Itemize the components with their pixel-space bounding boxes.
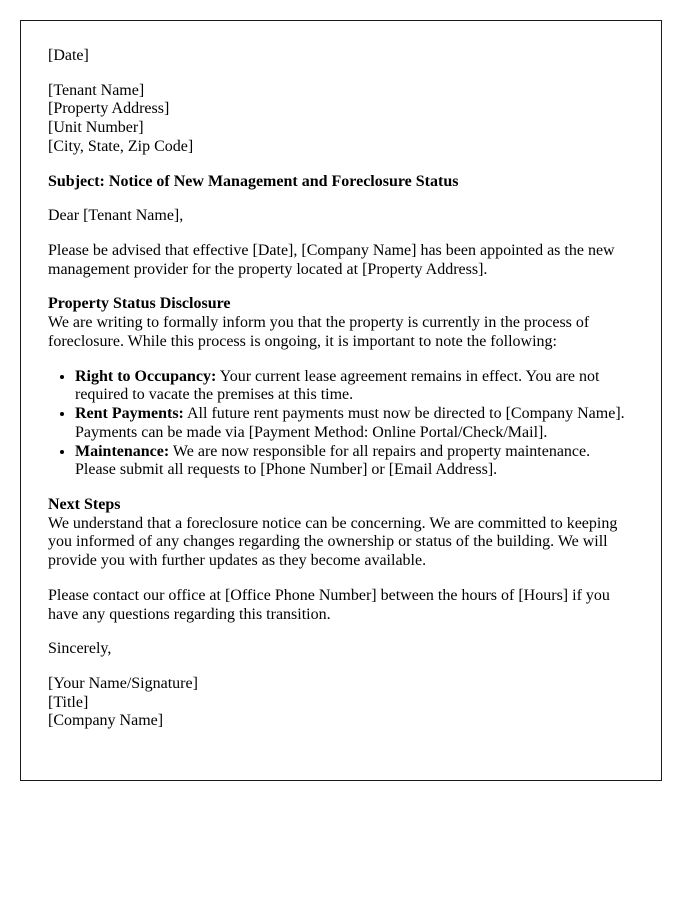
property-status-body: We are writing to formally inform you that the property is currently in the process of foreclosure. While this process is ongoing, it is important to note the following: bbox=[48, 314, 590, 350]
salutation: Dear [Tenant Name], bbox=[48, 207, 184, 225]
next-steps-body: We understand that a foreclosure notice can be concerning. We are committed to keeping you informed of any changes regarding the ownership or status of the building. We will provide you with further updates as they become available. bbox=[48, 514, 618, 570]
bullet-label: Maintenance: bbox=[75, 442, 170, 460]
list-item-rent-payments bbox=[75, 405, 633, 442]
list-item-right-to-occupancy bbox=[75, 368, 633, 405]
bullet-text: All future rent payments must now be directed to [Company Name]. Payments can be made via [Payment Method: Online Portal/Check/Mail]. bbox=[75, 405, 625, 441]
bullet-label: Right to Occupancy: bbox=[75, 367, 217, 385]
signature-line-title: [Title] bbox=[48, 693, 89, 711]
next-steps-section bbox=[48, 496, 633, 571]
contact-paragraph: Please contact our office at [Office Phone Number] between the hours of [Hours] if you have any questions regarding this transition. bbox=[48, 586, 610, 623]
disclosure-bullet-list bbox=[48, 368, 633, 480]
signature-line-name: [Your Name/Signature] bbox=[48, 674, 198, 692]
recipient-block bbox=[48, 82, 633, 157]
recipient-line-city-state-zip: [City, State, Zip Code] bbox=[48, 137, 194, 155]
recipient-line-property-address: [Property Address] bbox=[48, 100, 170, 118]
bullet-label: Rent Payments: bbox=[75, 405, 184, 423]
property-status-heading: Property Status Disclosure bbox=[48, 295, 231, 313]
date-line: [Date] bbox=[48, 47, 89, 64]
bullet-text: We are now responsible for all repairs and property maintenance. Please submit all requests to [Phone Number] or [Email Address]. bbox=[75, 442, 591, 479]
letter-document bbox=[20, 20, 662, 781]
signature-line-company: [Company Name] bbox=[48, 712, 164, 730]
closing-line: Sincerely, bbox=[48, 640, 112, 658]
bullet-text: Your current lease agreement remains in effect. You are not required to vacate the premises at this time. bbox=[75, 367, 600, 404]
recipient-line-unit-number: [Unit Number] bbox=[48, 119, 144, 137]
next-steps-heading: Next Steps bbox=[48, 495, 121, 513]
property-status-section bbox=[48, 295, 633, 351]
intro-paragraph: Please be advised that effective [Date], [Company Name] has been appointed as the new management provider for the property located at [Property Address]. bbox=[48, 242, 615, 278]
subject-line: Subject: Notice of New Management and Foreclosure Status bbox=[48, 172, 459, 190]
recipient-line-tenant-name: [Tenant Name] bbox=[48, 81, 145, 99]
signature-block bbox=[48, 675, 633, 731]
list-item-maintenance bbox=[75, 443, 633, 480]
